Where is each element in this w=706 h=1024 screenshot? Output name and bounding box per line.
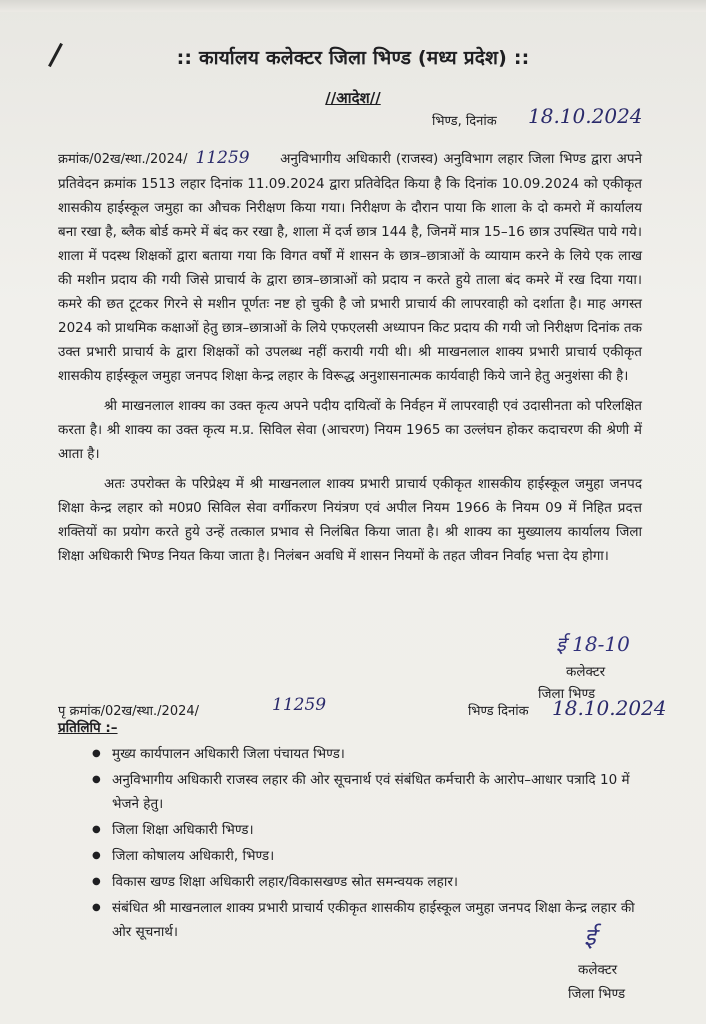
signature-1-district: जिला भिण्ड xyxy=(538,686,596,702)
copy-ref-prefix: पृ क्रमांक/02ख/स्था./2024/ xyxy=(58,704,200,719)
paragraph-3: अतः उपरोक्त के परिप्रेक्ष्य में श्री माखनलाल शाक्य प्रभारी प्राचार्य एकीकृत शासकीय हाईस्कूल जमुहा जनपद शिक्षा केन्द्र लहार को म0प्र0 सिविल सेवा वर्गीकरण नियंत्रण एवं अपील नियम 1966 के नियम 09 में निहित प्रदत्त शक्तियों का प्रयोग करते हुये उन्हें तत्काल प्रभाव से निलंबित किया जाता है। श्री शाक्य का मुख्यालय कार्यालय जिला शिक्षा अधिकारी भिण्ड नियत किया जाता है। निलंबन अवधि में शासन नियमों के तहत जीवन निर्वाह भत्ता देय होगा। xyxy=(58,476,642,564)
paragraph-2: श्री माखनलाल शाक्य का उक्त कृत्य अपने पदीय दायित्वों के निर्वहन में लापरवाही एवं उदासीनता को परिलक्षित करता है। श्री शाक्य का उक्त कृत्य म.प्र. सिविल सेवा (आचरण) नियम 1965 का उल्लंघन होकर कदाचरण की श्रेणी में आता है। xyxy=(58,398,642,462)
signature-2-district: जिला भिण्ड xyxy=(568,986,626,1002)
order-title-text: //आदेश// xyxy=(325,89,381,107)
copy-place-date-label: भिण्ड दिनांक xyxy=(468,704,529,719)
ref-number: 11259 xyxy=(195,148,250,168)
signature-2-title: कलेक्टर xyxy=(578,962,618,978)
handwritten-date: 18.10.2024 xyxy=(528,104,643,128)
copy-list-item: ● विकास खण्ड शिक्षा अधिकारी लहार/विकासखण्ड स्रोत समन्वयक लहार। xyxy=(92,870,648,894)
top-edge-shadow xyxy=(0,0,706,12)
ref-prefix: क्रमांक/02ख/स्था./2024/ xyxy=(58,152,188,167)
signature-1-mark: ई 18-10 xyxy=(556,632,630,656)
copy-list-item: ● संबंधित श्री माखनलाल शाक्य प्रभारी प्राचार्य एकीकृत शासकीय हाईस्कूल जमुहा जनपद शिक्षा केन्द्र लहार की ओर सूचनार्थ। xyxy=(92,896,648,944)
signature-2-mark: ई xyxy=(584,923,596,951)
copy-ref-number: 11259 xyxy=(272,695,327,715)
order-body xyxy=(58,140,642,568)
copy-heading: प्रतिलिपि :– xyxy=(58,720,118,736)
paragraph-1-text: अनुविभागीय अधिकारी (राजस्व) अनुविभाग लहार जिला भिण्ड द्वारा अपने प्रतिवेदन क्रमांक 1513 लहार दिनांक 11.09.2024 द्वारा प्रतिवेदित किया है कि दिनांक 10.09.2024 को एकीकृत शासकीय हाईस्कूल जमुहा का औचक निरीक्षण किया गया। निरीक्षण के दौरान पाया कि शाला के दो कमरो में कार्यालय बना रखा है, ब्लैक बोर्ड कमरे में बंद कर रखा है, शाला में दर्ज छात्र 144 है, जिनमें मात्र 15–16 छात्र उपस्थित पाये गये। शाला में पदस्थ शिक्षकों द्वारा बताया गया कि विगत वर्षों में शासन के छात्र–छात्राओं के व्यायाम करने के लिये एक लाख की मशीन प्रदाय की गयी जिसे प्राचार्य के द्वारा छात्र–छात्राओं को प्रदाय न करते हुये ताला बंद कमरे में रख दिया गया। कमरे की छत टूटकर गिरने से मशीन पूर्णतः नष्ट हो चुकी है जो प्रभारी प्राचार्य की लापरवाही को दर्शाता है। माह अगस्त 2024 को प्राथमिक कक्षाओं हेतु छात्र–छात्राओं के लिये एफएलसी अध्यापन किट प्रदाय की गयी जो निरीक्षण दिनांक तक उक्त प्रभारी प्राचार्य के द्वारा शिक्षकों को उपलब्ध नहीं करायी गयी थी। श्री माखनलाल शाक्य प्रभारी प्राचार्य एकीकृत शासकीय हाईस्कूल जमुहा जनपद शिक्षा केन्द्र लहार के विरूद्ध अनुशासनात्मक कार्यवाही किये जाने हेतु अनुशंसा की है। xyxy=(58,151,642,384)
office-heading: :: कार्यालय कलेक्टर जिला भिण्ड (मध्य प्रदेश) :: xyxy=(176,47,530,69)
copy-list-item: ● जिला शिक्षा अधिकारी भिण्ड। xyxy=(92,818,648,842)
copy-list-item: ● अनुविभागीय अधिकारी राजस्व लहार की ओर सूचनार्थ एवं संबंधित कर्मचारी के आरोप–आधार पत्रादि 10 में भेजने हेतु। xyxy=(92,768,648,816)
copy-list-item: ● जिला कोषालय अधिकारी, भिण्ड। xyxy=(92,844,648,868)
copy-handwritten-date: 18.10.2024 xyxy=(552,696,667,720)
place-date-label: भिण्ड, दिनांक xyxy=(432,114,497,129)
copy-list xyxy=(92,742,648,946)
signature-1-title: कलेक्टर xyxy=(566,664,606,680)
paragraph-1 xyxy=(58,146,642,388)
copy-list-item: ● मुख्य कार्यपालन अधिकारी जिला पंचायत भिण्ड। xyxy=(92,742,648,766)
